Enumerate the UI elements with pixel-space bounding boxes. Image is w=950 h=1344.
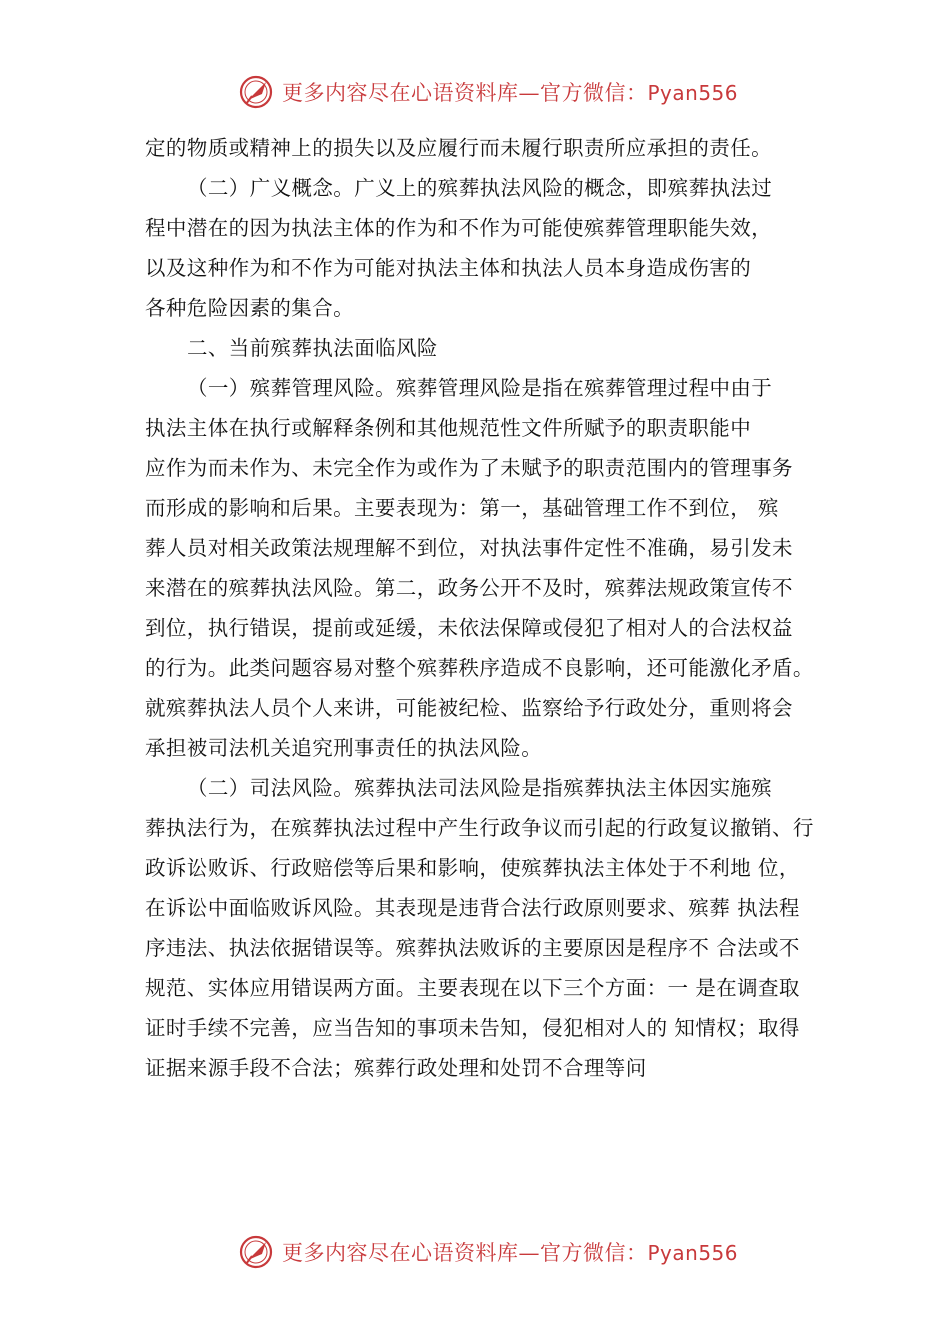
body-line: 序违法、执法依据错误等。殡葬执法败诉的主要原因是程序不 合法或不 xyxy=(145,936,800,960)
body-line: 程中潜在的因为执法主体的作为和不作为可能使殡葬管理职能失效， xyxy=(145,216,772,240)
body-line: 定的物质或精神上的损失以及应履行而未履行职责所应承担的责任。 xyxy=(145,136,772,160)
body-line: 以及这种作为和不作为可能对执法主体和执法人员本身造成伤害的 xyxy=(145,256,752,280)
body-line: 规范、实体应用错误两方面。主要表现在以下三个方面：一 是在调查取 xyxy=(145,976,800,1000)
body-line: 的行为。此类问题容易对整个殡葬秩序造成不良影响，还可能激化矛盾。 xyxy=(145,656,814,680)
body-line: 在诉讼中面临败诉风险。其表现是违背合法行政原则要求、殡葬 执法程 xyxy=(145,896,800,920)
body-line: 证时手续不完善，应当告知的事项未告知，侵犯相对人的 知情权；取得 xyxy=(145,1016,800,1040)
quill-logo-icon xyxy=(238,1234,274,1270)
banner-text: 更多内容尽在心语资料库—官方微信：Pyan556 xyxy=(282,1241,739,1265)
body-line: 应作为而未作为、未完全作为或作为了未赋予的职责范围内的管理事务 xyxy=(145,456,793,480)
section-heading: 二、当前殡葬执法面临风险 xyxy=(187,336,438,360)
body-line: 证据来源手段不合法；殡葬行政处理和处罚不合理等问 xyxy=(145,1056,647,1080)
body-line: 执法主体在执行或解释条例和其他规范性文件所赋予的职责职能中 xyxy=(145,416,752,440)
body-line: 葬人员对相关政策法规理解不到位，对执法事件定性不准确，易引发未 xyxy=(145,536,793,560)
body-line: 而形成的影响和后果。主要表现为：第一，基础管理工作不到位， 殡 xyxy=(145,496,779,520)
body-line: 来潜在的殡葬执法风险。第二，政务公开不及时，殡葬法规政策宣传不 xyxy=(145,576,793,600)
body-line: 政诉讼败诉、行政赔偿等后果和影响，使殡葬执法主体处于不利地 位， xyxy=(145,856,800,880)
body-line: （一）殡葬管理风险。殡葬管理风险是指在殡葬管理过程中由于 xyxy=(187,376,773,400)
body-line: 到位，执行错误，提前或延缓，未依法保障或侵犯了相对人的合法权益 xyxy=(145,616,793,640)
body-line: （二）广义概念。广义上的殡葬执法风险的概念，即殡葬执法过 xyxy=(187,176,773,200)
header-banner xyxy=(238,72,738,112)
footer-banner xyxy=(238,1232,738,1272)
body-line: 各种危险因素的集合。 xyxy=(145,296,354,320)
banner-text: 更多内容尽在心语资料库—官方微信：Pyan556 xyxy=(282,81,739,105)
quill-logo-icon xyxy=(238,74,274,110)
body-line: 葬执法行为，在殡葬执法过程中产生行政争议而引起的行政复议撤销、行 xyxy=(145,816,814,840)
body-line: 就殡葬执法人员个人来讲，可能被纪检、监察给予行政处分，重则将会 xyxy=(145,696,793,720)
body-line: （二）司法风险。殡葬执法司法风险是指殡葬执法主体因实施殡 xyxy=(187,776,773,800)
body-line: 承担被司法机关追究刑事责任的执法风险。 xyxy=(145,736,543,760)
